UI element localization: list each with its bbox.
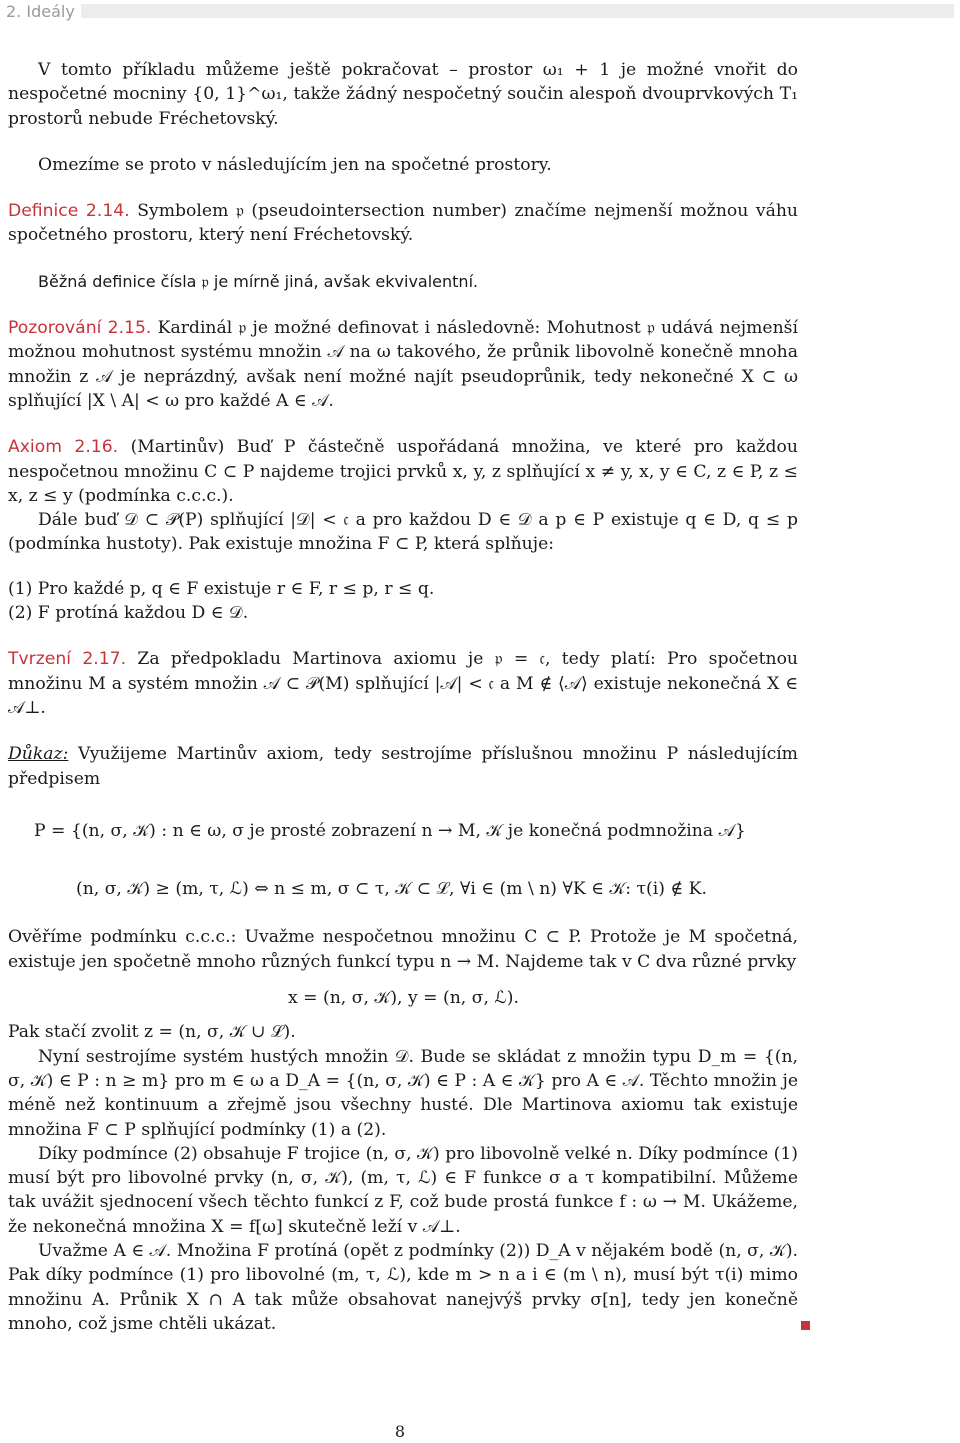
observation-text: Kardinál 𝔭 je možné definovat i následovně: Mohutnost 𝔭 udává nejmenší možnou mohutnost systému množin 𝒜 na ω takového, že průnik libovolně konečně mnoha množin z 𝒜 je neprázdný, avšak není možné najít pseudoprůnik, tedy nekonečné X ⊂ ω splňující |X \ A| < ω pro každé A ∈ 𝒜. — [8, 318, 798, 411]
header-rule — [81, 4, 954, 18]
proof-intro — [8, 742, 798, 791]
paragraph-intro: V tomto příkladu můžeme ještě pokračovat – prostor ω₁ + 1 je možné vnořit do nespočetné mocniny {0, 1}^ω₁, takže žádný nespočetný součin alespoň dvouprvkových T₁ prostorů nebude Fréchetovský. — [8, 60, 798, 129]
proof-intro-text: Využijeme Martinův axiom, tedy sestrojíme příslušnou množinu P následujícím předpisem — [8, 744, 798, 789]
remark-note: Běžná definice čísla 𝔭 je mírně jiná, avšak ekvivalentní. — [38, 271, 479, 291]
definition-text: Symbolem 𝔭 (pseudointersection number) značíme nejmenší možnou váhu spočetného prostoru, který není Fréchetovský. — [8, 201, 799, 246]
axiom-label: Axiom 2.16. — [8, 437, 119, 458]
axiom-2-16 — [8, 435, 798, 508]
paragraph-conclusion — [8, 1239, 798, 1336]
paragraph-dense-sets: Nyní sestrojíme systém hustých množin 𝒟. Bude se skládat z množin typu D_m = {(n, σ, 𝒦) ∈ P : n ≥ m} pro m ∈ ω a D_A = {(n, σ, 𝒦) ∈ P : A ∈ 𝒦} pro A ∈ 𝒜. Těchto množin je méně než kontinuum a zřejmě jsou všechny husté. Dle Martinova axiomu tak existuje množina F ⊂ P splňující podmínky (1) a (2). — [8, 1046, 798, 1140]
observation-2-15 — [8, 316, 798, 413]
running-header — [0, 0, 960, 22]
equation-order: (n, σ, 𝒦) ≥ (m, τ, ℒ) ⇔ n ≤ m, σ ⊂ τ, 𝒦 ⊂ ℒ, ∀i ∈ (m \ n) ∀K ∈ 𝒦: τ(i) ∉ K. — [76, 879, 707, 900]
equation-poset: P = {(n, σ, 𝒦) : n ∈ ω, σ je prosté zobrazení n → M, 𝒦 je konečná podmnožina 𝒜} — [34, 820, 746, 841]
qed-square-icon — [801, 1321, 810, 1330]
condition-1: (1) Pro každé p, q ∈ F existuje r ∈ F, r ≤ p, r ≤ q. — [8, 578, 435, 599]
paragraph-conditions: Díky podmínce (2) obsahuje F trojice (n, σ, 𝒦) pro libovolně velké n. Díky podmínce (1) musí být pro libovolné prvky (n, σ, 𝒦), (m, τ, ℒ) ∈ F funkce σ a τ kompatibilní. Můžeme tak uvážit sjednocení všech těchto funkcí z F, což bude prostá funkce f : ω → M. Ukážeme, že nekonečná množina X = f[ω] skutečně leží v 𝒜⊥. — [8, 1143, 798, 1237]
theorem-2-17 — [8, 647, 798, 720]
axiom-continuation: Dále buď 𝒟 ⊂ 𝒫(P) splňující |𝒟| < 𝔠 a pro každou D ∈ 𝒟 a p ∈ P existuje q ∈ D, q ≤ p (podmínka hustoty). Pak existuje množina F ⊂ P, která splňuje: — [8, 510, 798, 555]
theorem-text: Za předpokladu Martinova axiomu je 𝔭 = 𝔠, tedy platí: Pro spočetnou množinu M a systém množin 𝒜 ⊂ 𝒫(M) splňující |𝒜| < 𝔠 a M ∉ ⟨𝒜⟩ existuje nekonečná X ∈ 𝒜⊥. — [8, 649, 798, 718]
definition-2-14 — [8, 199, 798, 248]
condition-2: (2) F protíná každou D ∈ 𝒟. — [8, 603, 249, 624]
paragraph-ccc: Ověříme podmínku c.c.c.: Uvažme nespočetnou množinu C ⊂ P. Protože je M spočetná, existuje jen spočetně mnoho různých funkcí typu n → M. Najdeme tak v C dva různé prvky — [8, 927, 798, 972]
observation-label: Pozorování 2.15. — [8, 318, 152, 339]
definition-label: Definice 2.14. — [8, 201, 130, 222]
paragraph-restriction: Omezíme se proto v následujícím jen na spočetné prostory. — [38, 154, 552, 175]
axiom-text: (Martinův) Buď P částečně uspořádaná množina, ve které pro každou nespočetnou množinu C ⊂ P najdeme trojici prvků x, y, z splňující x ≠ y, x, y ∈ C, z ∈ P, z ≤ x, z ≤ y (podmínka c.c.c.). — [8, 437, 798, 506]
equation-xy: x = (n, σ, 𝒦), y = (n, σ, ℒ). — [288, 988, 519, 1009]
conclusion-text: Uvažme A ∈ 𝒜. Množina F protíná (opět z podmínky (2)) D_A v nějakém bodě (n, σ, 𝒦). Pak díky podmínce (1) pro libovolné (m, τ, ℒ), kde m > n a i ∈ (m \ n), musí být τ(i) mimo množinu A. Průnik X ∩ A tak může obsahovat nanejvýš prvky σ[n], tedy jen konečně mnoho, což jsme chtěli ukázat. — [8, 1240, 798, 1334]
axiom-conditions — [8, 577, 798, 626]
page-body — [8, 58, 798, 1336]
theorem-label: Tvrzení 2.17. — [8, 649, 127, 670]
page-number: 8 — [394, 1422, 406, 1441]
proof-label: Důkaz: — [8, 744, 69, 765]
chapter-title: 2. Ideály — [6, 1, 75, 21]
paragraph-choose-z: Pak stačí zvolit z = (n, σ, 𝒦 ∪ ℒ). — [8, 1022, 296, 1043]
